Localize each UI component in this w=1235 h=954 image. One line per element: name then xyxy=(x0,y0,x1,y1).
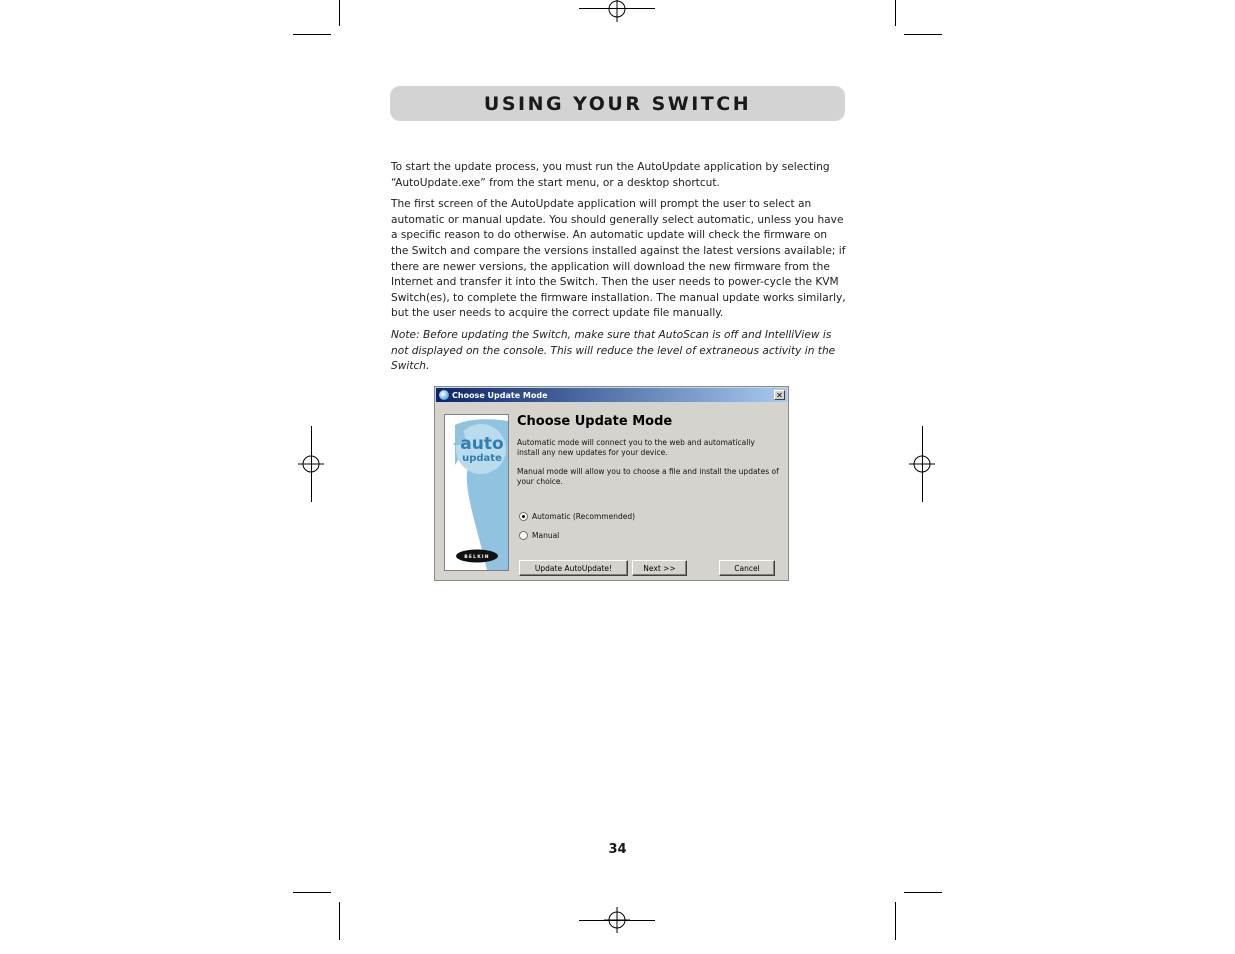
cancel-button[interactable]: Cancel xyxy=(719,560,775,576)
note-paragraph: Note: Before updating the Switch, make sure that AutoScan is off and IntelliView is not displayed on the console. This will reduce the level of extraneous activity in the Switch. xyxy=(391,328,836,373)
page-number: 34 xyxy=(608,842,627,857)
crop-mark xyxy=(339,0,340,26)
update-autoupdate-button[interactable]: Update AutoUpdate! xyxy=(519,560,628,576)
section-title: USING YOUR SWITCH xyxy=(483,92,752,115)
crop-mark xyxy=(293,892,331,893)
section-header-band xyxy=(390,86,845,121)
crop-mark xyxy=(895,902,896,940)
manual-mode-description: Manual mode will allow you to choose a file and install the updates of your choice. xyxy=(517,467,779,486)
dialog-titlebar[interactable] xyxy=(436,388,787,402)
radio-label: Automatic (Recommended) xyxy=(532,512,636,521)
logo-auto-text: auto xyxy=(460,434,504,454)
radio-button[interactable] xyxy=(519,512,528,521)
dialog-heading: Choose Update Mode xyxy=(517,414,673,429)
crop-mark xyxy=(904,892,942,893)
radio-button[interactable] xyxy=(519,531,528,540)
autoupdate-logo-icon xyxy=(445,415,508,570)
crop-mark xyxy=(339,902,340,940)
automatic-mode-description: Automatic mode will connect you to the web and automatically install any new updates for your device. xyxy=(517,438,755,457)
registration-mark-top xyxy=(604,0,630,22)
body-text xyxy=(391,160,846,381)
window-title: Choose Update Mode xyxy=(452,390,548,400)
next-button[interactable]: Next >> xyxy=(632,560,687,576)
autoupdate-logo-panel xyxy=(444,414,509,571)
app-icon xyxy=(439,390,449,400)
crop-mark xyxy=(293,34,331,35)
radio-automatic[interactable] xyxy=(519,512,635,521)
logo-update-text: update xyxy=(462,453,502,464)
registration-mark-bottom xyxy=(604,907,630,933)
choose-update-mode-dialog xyxy=(434,386,789,581)
registration-mark-left xyxy=(298,451,324,477)
logo-brand-text: BELKIN xyxy=(464,555,490,560)
paragraph: The first screen of the AutoUpdate application will prompt the user to select an automatic or manual update. You should generally select automatic, unless you have a specific reason to do otherwise. An automatic update will check the firmware on the Switch and compare the versions installed against the latest versions available; if there are newer versions, the application will download the new firmware from the Internet and transfer it into the Switch. Then the user needs to power-cycle the KVM Switch(es), to complete the firmware installation. The manual update works similarly, but the user needs to acquire the correct update file manually. xyxy=(391,198,846,320)
radio-manual[interactable] xyxy=(519,531,559,540)
registration-mark-right xyxy=(909,451,935,477)
crop-mark xyxy=(895,0,896,26)
crop-mark xyxy=(904,34,942,35)
paragraph: To start the update process, you must run the AutoUpdate application by selecting “AutoUpdate.exe” from the start menu, or a desktop shortcut. xyxy=(391,161,830,189)
radio-label: Manual xyxy=(532,531,560,540)
close-button[interactable]: ✕ xyxy=(774,390,785,400)
